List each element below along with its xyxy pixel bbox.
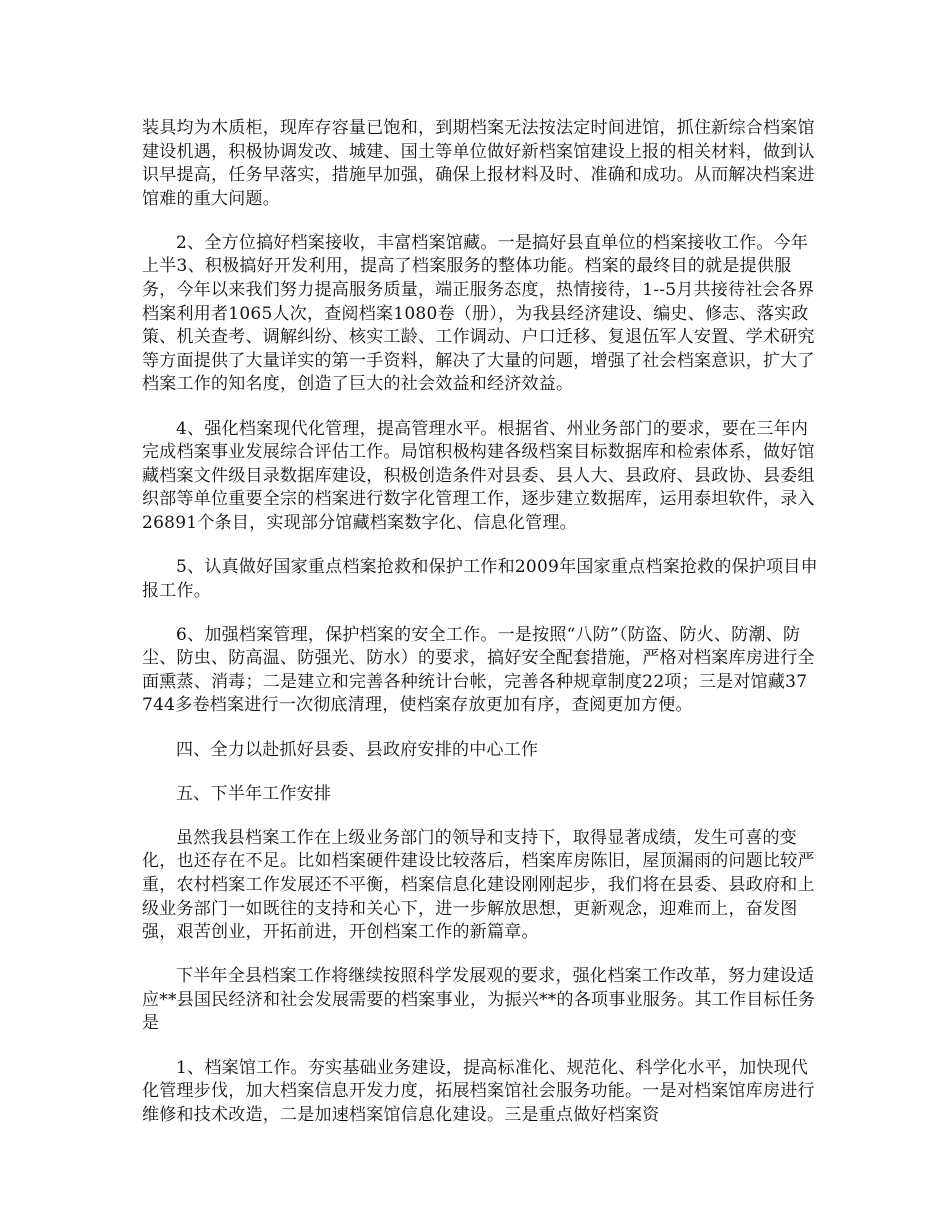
document-body xyxy=(142,117,818,1127)
paragraph-modernization: 4、强化档案现代化管理，提高管理水平。根据省、州业务部门的要求，要在三年内完成档案事业发展综合评估工作。局馆积极构建各级档案目标数据库和检索体系，做好馆藏档案文件级目录数据库建设，积极创造条件对县委、县人大、县政府、县政协、县委组织部等单位重要全宗的档案进行数字化管理工作，逐步建立数据库，运用泰坦软件，录入26891个条目，实现部分馆藏档案数字化、信息化管理。 xyxy=(142,418,815,533)
paragraph-archive-receiving: 2、全方位搞好档案接收，丰富档案馆藏。一是搞好县直单位的档案接收工作。今年上半3、积极搞好开发利用，提高了档案服务的整体功能。档案的最终目的就是提供服务，今年以来我们努力提高服务质量，端正服务态度，热情接待，1--5月共接待社会各界档案利用者1065人次，查阅档案1080卷（册），为我县经济建设、编史、修志、落实政策、机关查考、调解纠纷、核实工龄、工作调动、户口迁移、复退伍军人安置、学术研究等方面提供了大量详实的第一手资料，解决了大量的问题，增强了社会档案意识，扩大了档案工作的知名度，创造了巨大的社会效益和经济效益。 xyxy=(142,232,815,395)
paragraph-archive-hall-work: 1、档案馆工作。夯实基础业务建设，提高标准化、规范化、科学化水平，加快现代化管理步伐，加大档案信息开发力度，拓展档案馆社会服务功能。一是对档案馆库房进行维修和技术改造，二是加速档案馆信息化建设。三是重点做好档案资 xyxy=(142,1057,815,1125)
paragraph-second-half-goals: 下半年全县档案工作将继续按照科学发展观的要求，强化档案工作改革，努力建设适应**县国民经济和社会发展需要的档案事业，为振兴**的各项事业服务。其工作目标任务是 xyxy=(142,966,816,1034)
paragraph-archive-security: 6、加强档案管理，保护档案的安全工作。一是按照“八防”（防盗、防火、防潮、防尘、防虫、防高温、防强光、防水）的要求，搞好安全配套措施，严格对档案库房进行全面熏蒸、消毒；二是建立和完善各种统计台帐，完善各种规章制度22项；三是对馆藏37744多卷档案进行一次彻底清理，使档案存放更加有序，查阅更加方便。 xyxy=(142,624,815,716)
paragraph-archive-building: 装具均为木质柜，现库存容量已饱和，到期档案无法按法定时间进馆，抓住新综合档案馆建设机遇，积极协调发改、城建、国土等单位做好新档案馆建设上报的相关材料，做到认识早提高，任务早落实，措施早加强，确保上报材料及时、准确和成功。从而解决档案进馆难的重大问题。 xyxy=(142,118,815,209)
heading-second-half-plan: 五、下半年工作安排 xyxy=(176,783,332,804)
paragraph-key-archives-rescue: 5、认真做好国家重点档案抢救和保护工作和2009年国家重点档案抢救的保护项目申报工作。 xyxy=(142,557,818,601)
paragraph-shortcomings: 虽然我县档案工作在上级业务部门的领导和支持下，取得显著成绩，发生可喜的变化，也还存在不足。比如档案硬件建设比较落后，档案库房陈旧，屋顶漏雨的问题比较严重，农村档案工作发展还不平衡，档案信息化建设刚刚起步，我们将在县委、县政府和上级业务部门一如既往的支持和关心下，进一步解放思想，更新观念，迎难而上，奋发图强，艰苦创业，开拓前进，开创档案工作的新篇章。 xyxy=(142,827,815,943)
heading-central-work: 四、全力以赴抓好县委、县政府安排的中心工作 xyxy=(176,739,539,760)
